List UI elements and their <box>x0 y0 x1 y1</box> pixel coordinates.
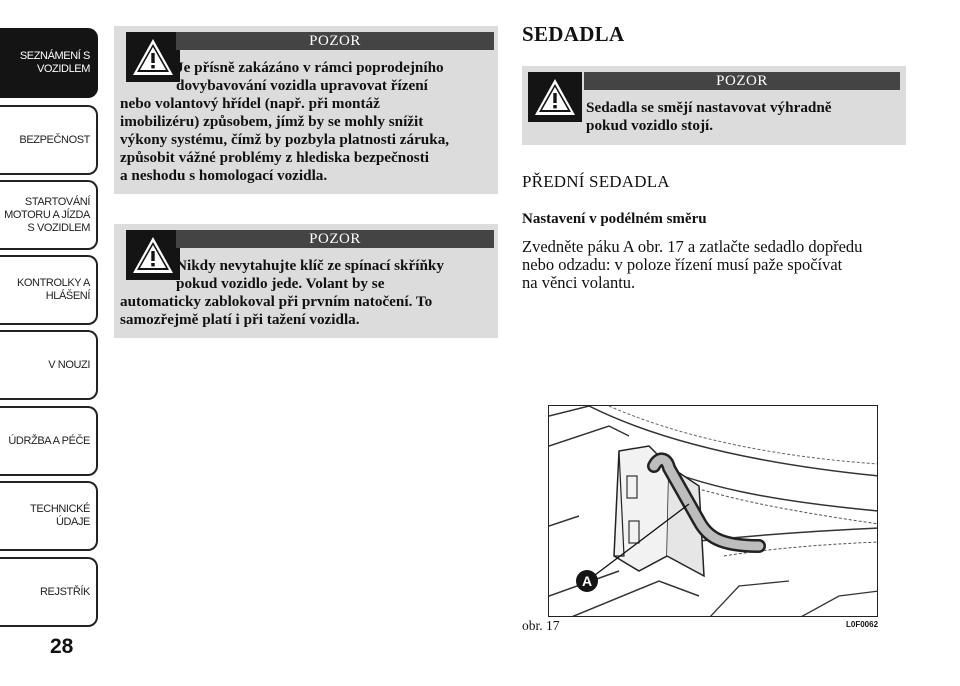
warning-text-line: Sedadla se smějí nastavovat výhradně <box>586 99 832 116</box>
warning-text-line: Nikdy nevytahujte klíč ze spínací skříňky <box>176 257 444 274</box>
tab-label-line: TECHNICKÉ <box>30 503 90 515</box>
tab-label-line: VOZIDLEM <box>36 63 90 75</box>
tab-kontrolky-a-hlaseni[interactable] <box>0 255 98 325</box>
warning-icon <box>126 230 180 280</box>
tab-label-line: ÚDAJE <box>55 516 90 528</box>
page-number: 28 <box>50 635 74 658</box>
warning-text-line: samozřejmě platí i při tažení vozidla. <box>120 311 360 328</box>
warning-text-line: automaticky zablokoval při prvním natočení. To <box>120 293 433 310</box>
paragraph-line: na věnci volantu. <box>522 273 636 292</box>
figure-caption: obr. 17 <box>522 618 560 633</box>
tab-udrzba-a-pece[interactable] <box>0 406 98 476</box>
tab-label-line: KONTROLKY A <box>16 277 90 289</box>
warning-icon <box>126 32 180 82</box>
warning-box-seats <box>522 66 906 145</box>
subsection-title: PŘEDNÍ SEDADLA <box>522 172 670 191</box>
warning-text-line: nebo volantový hřídel (např. při montáž <box>120 95 380 112</box>
tab-label-line: V NOUZI <box>48 358 90 371</box>
paragraph-line: Zvedněte páku A obr. 17 a zatlačte sedadlo dopředu <box>522 237 863 256</box>
warning-text-line: způsobit vážné problémy z hlediska bezpečnosti <box>120 149 429 166</box>
warning-heading: POZOR <box>176 230 494 248</box>
seat-lever-illustration <box>549 406 878 617</box>
tab-seznameni-s-vozidlem[interactable] <box>0 28 98 98</box>
tab-label-line: STARTOVÁNÍ <box>24 195 90 208</box>
paragraph-title: Nastavení v podélném směru <box>522 211 707 227</box>
tab-bezpecnost[interactable] <box>0 105 98 175</box>
tab-rejstrik[interactable] <box>0 557 98 627</box>
figure-code: L0F0062 <box>846 620 879 629</box>
figure-label-a: A <box>581 573 593 589</box>
tab-label-line: S VOZIDLEM <box>27 221 90 234</box>
tab-label-line: MOTORU A JÍZDA <box>4 208 90 221</box>
warning-text-line: a neshodu s homologací vozidla. <box>120 167 328 184</box>
paragraph-line: nebo odzadu: v poloze řízení musí paže spočívat <box>522 255 843 274</box>
warning-text-line: dovybavování vozidla upravovat řízení <box>176 77 428 94</box>
tab-label-line: BEZPEČNOST <box>19 133 90 146</box>
warning-heading: POZOR <box>584 72 900 90</box>
tab-label-line: ÚDRŽBA A PÉČE <box>8 434 90 447</box>
tab-label-line: REJSTŘÍK <box>40 585 90 598</box>
tab-v-nouzi[interactable] <box>0 330 98 400</box>
tab-startovani-motoru[interactable] <box>0 180 98 250</box>
tab-label-line: HLÁŠENÍ <box>45 290 90 302</box>
warning-box-steering <box>114 26 498 194</box>
warning-text-line: pokud vozidlo stojí. <box>586 117 714 134</box>
tab-technicke-udaje[interactable] <box>0 481 98 551</box>
warning-text-line: Je přísně zakázáno v rámci poprodejního <box>176 59 444 76</box>
chapter-sidebar <box>0 0 104 640</box>
seat-lever-figure <box>548 405 878 617</box>
warning-text-line: imobilizéru) způsobem, jímž by se mohly snížit <box>120 113 424 130</box>
warning-icon <box>528 72 582 122</box>
warning-heading: POZOR <box>176 32 494 50</box>
warning-text-line: pokud vozidlo jede. Volant by se <box>176 275 385 292</box>
section-title: SEDADLA <box>522 22 625 46</box>
warning-box-ignition-key <box>114 224 498 338</box>
warning-text-line: výkony systému, čímž by pozbyla platnosti záruka, <box>120 131 450 148</box>
tab-label-line: SEZNÁMENÍ S <box>19 50 90 62</box>
